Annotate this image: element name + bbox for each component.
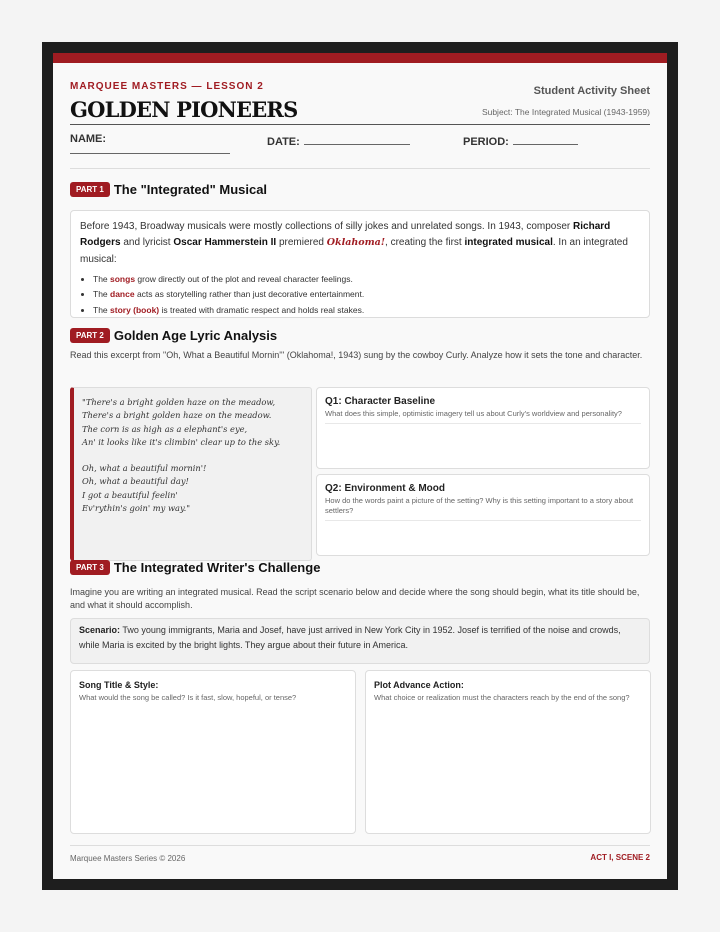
part3-title: The Integrated Writer's Challenge [113,560,321,576]
plot-advance-answer-box[interactable] [365,670,651,834]
q2-prompt: How do the words paint a picture of the setting? Why is this setting important to a story about settlers? [325,496,641,521]
part3-badge: PART 3 [70,560,110,575]
period-field[interactable] [463,133,578,148]
scenario-box [70,618,650,664]
song-title-prompt: What would the song be called? Is it fast, slow, hopeful, or tense? [79,693,297,702]
list-item: • The songs grow directly out of the plot and reveal character feelings. [93,272,640,288]
list-item: • The story (book) is treated with dramatic respect and holds real stakes. [93,303,640,319]
song-title-answer-box[interactable] [70,670,356,834]
lyric-line: "There's a bright golden haze on the meadow, [82,397,276,407]
q1-answer-box[interactable] [316,387,650,469]
part1-badge: PART 1 [70,182,110,197]
name-field[interactable] [70,133,106,145]
part1-heading [70,181,267,198]
period-label: PERIOD: [463,136,509,148]
date-field[interactable] [267,133,410,148]
page-frame [42,42,678,890]
page-footer [70,845,650,871]
part3-heading [70,559,320,576]
lyrics-excerpt [70,387,312,561]
activity-sheet [53,53,667,879]
lyric-line: The corn is as high as a elephant's eye, [82,423,248,434]
page-title: GOLDEN PIONEERS [70,97,298,122]
lyric-line: An' it looks like it's climbin' clear up to the sky. [82,436,281,447]
scenario-text: Two young immigrants, Maria and Josef, have just arrived in New York City in 1952. Josef is terrified of the noise and crowds, while Maria is excited by the bright lights. They argue about their future in America. [79,625,621,650]
name-label: NAME: [70,133,107,145]
list-item: • The dance acts as storytelling rather than just decorative entertainment. [93,287,640,303]
lyric-line: Ev'rythin's goin' my way." [82,503,191,514]
plot-advance-heading: Plot Advance Action: [374,680,464,690]
sheet-header [70,63,650,125]
date-line[interactable] [304,133,410,145]
act-scene-label: ACT I, SCENE 2 [590,853,650,862]
scenario-label: Scenario: [79,625,121,635]
oklahoma-title: Oklahoma! [326,237,386,249]
q1-prompt: What does this simple, optimistic imagery tell us about Curly's worldview and personality? [325,409,641,424]
lyric-line: Oh, what a beautiful day! [82,476,189,487]
q1-title: Q1: Character Baseline [325,396,436,407]
part2-title: Golden Age Lyric Analysis [113,328,278,344]
lyric-line: I got a beautiful feelin' [82,489,178,500]
lyric-line: Oh, what a beautiful mornin'! [82,463,207,474]
copyright: Marquee Masters Series © 2026 [70,854,186,863]
part2-heading [70,327,277,344]
subject-line: Subject: The Integrated Musical (1943-1959) [481,107,650,117]
part3-intro: Imagine you are writing an integrated musical. Read the script scenario below and decide where the song should begin, what its title should be, and what it should accomplish. [70,587,640,610]
name-line[interactable] [70,153,230,154]
accent-bar [53,53,667,63]
q2-answer-box[interactable] [316,474,650,556]
sheet-type: Student Activity Sheet [533,85,650,97]
part1-title: The "Integrated" Musical [113,182,268,198]
part2-intro: Read this excerpt from "Oh, What a Beautiful Mornin'" (Oklahoma!, 1943) sung by the cowboy Curly. Analyze how it sets the tone and character. [70,350,643,360]
integrated-features-list [80,272,640,319]
q2-title: Q2: Environment & Mood [325,483,445,494]
song-title-heading: Song Title & Style: [79,680,159,690]
part1-paragraph: Before 1943, Broadway musicals were mostly collections of silly jokes and unrelated songs. In 1943, composer Richard Rodgers and lyricist Oscar Hammerstein II premiered Oklahoma!, creating the first integrated musical. In an integrated musical: [80,221,628,265]
lesson-kicker: MARQUEE MASTERS — LESSON 2 [70,81,264,92]
student-info-row [70,125,650,169]
part1-info-box [70,210,650,318]
lyric-line: There's a bright golden haze on the meadow. [82,410,272,421]
plot-advance-prompt: What choice or realization must the characters reach by the end of the song? [374,693,630,702]
date-label: DATE: [267,136,300,148]
period-line[interactable] [513,133,578,145]
part2-badge: PART 2 [70,328,110,343]
